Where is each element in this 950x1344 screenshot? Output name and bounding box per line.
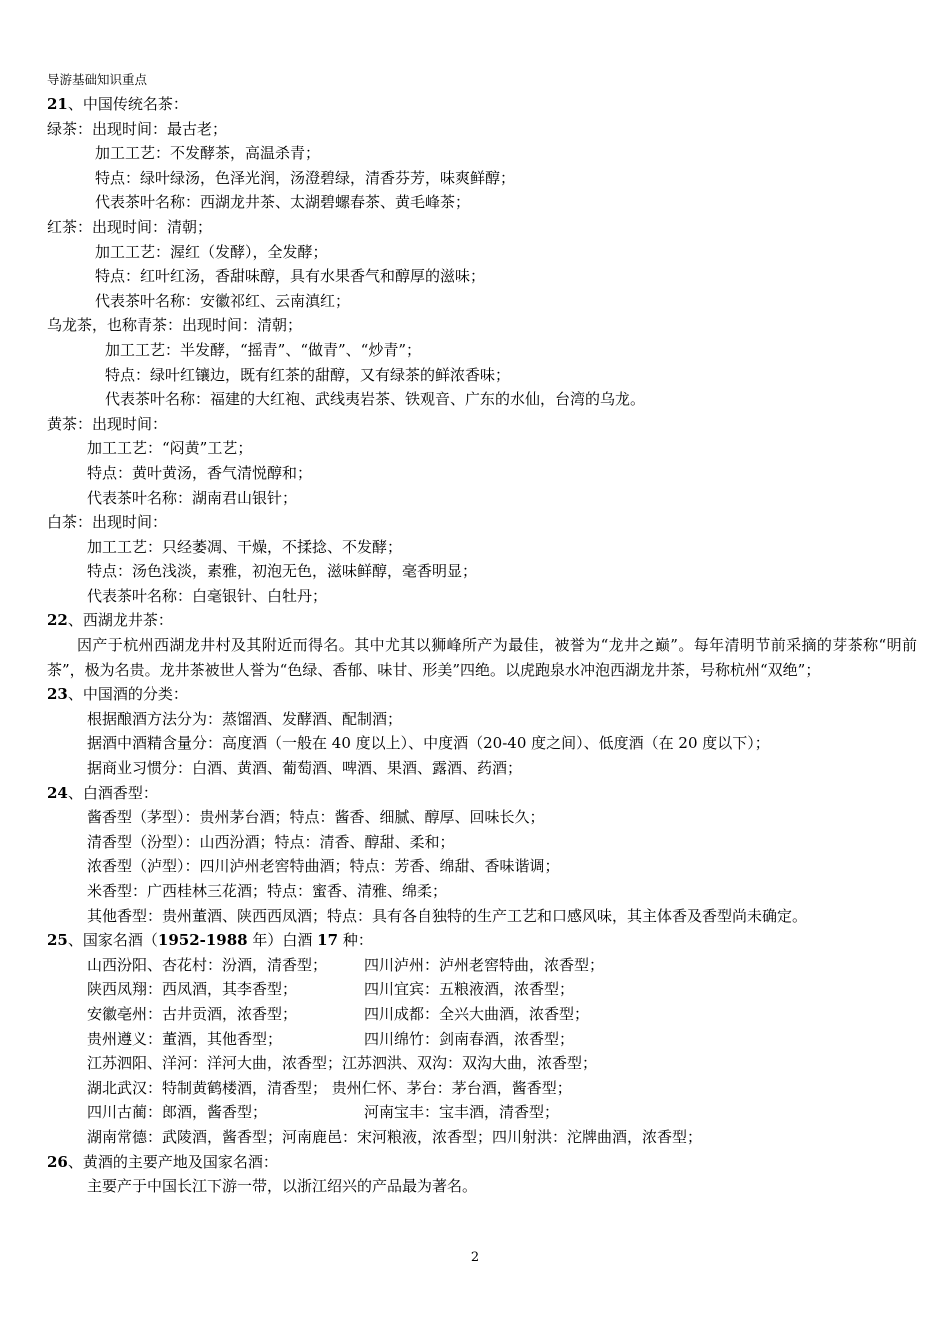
white-tea-line: 白茶：出现时间：: [47, 513, 168, 532]
liquor-count: 17: [317, 931, 339, 950]
black-tea-line: 特点：红叶红汤，香甜味醇，具有水果香气和醇厚的滋味；: [95, 267, 486, 286]
aroma-type-line: 米香型：广西桂林三花酒；特点：蜜香、清雅、绵柔；: [87, 882, 448, 900]
longjing-paragraph: 因产于杭州西湖龙井村及其附近而得名。其中尤其以狮峰所产为最佳，被誉为“龙井之巅”。每年清明节前采摘的芽茶称“明前茶”，极为名贵。龙井茶被世人誉为“色绿、香郁、味甘、形美”四绝。以虎跑泉水冲泡西湖龙井茶，号称杭州“双绝”；: [47, 636, 917, 679]
famous-liquor-row: 陕西凤翔：西凤酒，其李香型； 四川宜宾：五粮液酒，浓香型；: [87, 980, 575, 999]
famous-liquor-row: 湖南常德：武陵酒，酱香型；河南鹿邑：宋河粮液，浓香型；四川射洪：沱牌曲酒，浓香型；: [87, 1127, 703, 1146]
page-header: 导游基础知识重点: [47, 72, 148, 87]
aroma-type-line: 浓香型（泸型）：四川泸州老窖特曲酒；特点：芳香、绵甜、香味谐调；: [87, 857, 560, 876]
famous-liquor-row: 四川古蔺：郎酒，酱香型； 河南宝丰：宝丰酒，清香型；: [87, 1103, 560, 1122]
section-26-heading: 26、黄酒的主要产地及国家名酒：: [47, 1152, 278, 1171]
section-21-heading: 21、中国传统名茶：: [47, 95, 188, 113]
page-number: 2: [470, 1250, 480, 1265]
section-number: 22: [47, 611, 68, 630]
document-body: [47, 92, 917, 1199]
green-tea-line: 特点：绿叶绿汤，色泽光润，汤澄碧绿，清香芬芳，味爽鲜醇；: [95, 168, 516, 187]
oolong-tea-line: 加工工艺：半发酵，“摇青”、“做青”、“炒青”；: [105, 340, 422, 359]
section-number: 25: [47, 931, 68, 950]
liquor-class-line: 据商业习惯分：白酒、黄酒、葡萄酒、啤酒、果酒、露酒、药酒；: [87, 759, 523, 778]
aroma-type-line: 酱香型（茅型）：贵州茅台酒；特点：酱香、细腻、醇厚、回味长久；: [87, 808, 545, 827]
black-tea-line: 红茶：出现时间：清朝；: [47, 217, 213, 236]
white-tea-line: 代表茶叶名称：白毫银针、白牡丹；: [87, 586, 328, 605]
yellow-tea-line: 黄茶：出现时间：: [47, 414, 168, 433]
famous-liquor-row: 湖北武汉：特制黄鹤楼酒，清香型； 贵州仁怀、茅台：茅台酒，酱香型；: [87, 1078, 572, 1097]
yellow-tea-line: 特点：黄叶黄汤，香气清悦醇和；: [87, 463, 313, 482]
white-tea-line: 加工工艺：只经萎凋、干燥，不揉捻、不发酵；: [87, 537, 403, 556]
section-number: 24: [47, 783, 68, 802]
white-tea-line: 特点：汤色浅淡，素雅，初泡无色，滋味鲜醇，毫香明显；: [87, 562, 478, 581]
famous-liquor-row: 安徽亳州：古井贡酒，浓香型； 四川成都：全兴大曲酒，浓香型；: [87, 1004, 590, 1023]
liquor-class-line: 据酒中酒精含量分：高度酒（一般在 40 度以上）、中度酒（20-40 度之间）、低度酒（在 20 度以下）；: [87, 734, 770, 753]
aroma-type-line: 其他香型：贵州董酒、陕西西凤酒；特点：具有各自独特的生产工艺和口感风味，其主体香及香型尚未确定。: [87, 906, 808, 925]
green-tea-line: 代表茶叶名称：西湖龙井茶、太湖碧螺春茶、黄毛峰茶；: [95, 193, 471, 212]
section-23-heading: 23、中国酒的分类：: [47, 685, 188, 704]
section-24-heading: 24、白酒香型：: [47, 783, 158, 802]
section-number: 21: [47, 95, 68, 113]
famous-liquor-row: 山西汾阳、杏花村：汾酒，清香型； 四川泸州：泸州老窖特曲，浓香型；: [87, 955, 605, 974]
section-25-heading: 25、国家名酒（1952-1988 年）白酒 17 种：: [47, 931, 373, 950]
yellow-tea-line: 代表茶叶名称：湖南君山银针；: [87, 488, 298, 507]
section-number: 26: [47, 1152, 68, 1171]
green-tea-line: 绿茶：出现时间：最古老；: [47, 119, 228, 138]
oolong-tea-line: 乌龙茶，也称青茶：出现时间：清朝；: [47, 316, 303, 335]
famous-liquor-row: 江苏泗阳、洋河：洋河大曲，浓香型；江苏泗洪、双沟：双沟大曲，浓香型；: [87, 1054, 598, 1073]
section-22-heading: 22、西湖龙井茶：: [47, 611, 173, 630]
black-tea-line: 代表茶叶名称：安徽祁红、云南滇红；: [95, 291, 351, 310]
oolong-tea-line: 特点：绿叶红镶边，既有红茶的甜醇，又有绿茶的鲜浓香味；: [105, 365, 511, 384]
year-range: 1952-1988: [157, 931, 248, 950]
black-tea-line: 加工工艺：渥红（发酵），全发酵；: [95, 242, 328, 261]
aroma-type-line: 清香型（汾型）：山西汾酒；特点：清香、醇甜、柔和；: [87, 832, 455, 851]
liquor-class-line: 根据酿酒方法分为：蒸馏酒、发酵酒、配制酒；: [87, 709, 403, 728]
famous-liquor-row: 贵州遵义：董酒，其他香型； 四川绵竹：剑南春酒，浓香型；: [87, 1029, 575, 1048]
green-tea-line: 加工工艺：不发酵茶，高温杀青；: [95, 144, 321, 163]
yellow-tea-line: 加工工艺：“闷黄”工艺；: [87, 439, 253, 458]
yellow-wine-line: 主要产于中国长江下游一带，以浙江绍兴的产品最为著名。: [87, 1177, 478, 1196]
section-number: 23: [47, 685, 68, 704]
oolong-tea-line: 代表茶叶名称：福建的大红袍、武线夷岩茶、铁观音、广东的水仙，台湾的乌龙。: [105, 390, 646, 409]
